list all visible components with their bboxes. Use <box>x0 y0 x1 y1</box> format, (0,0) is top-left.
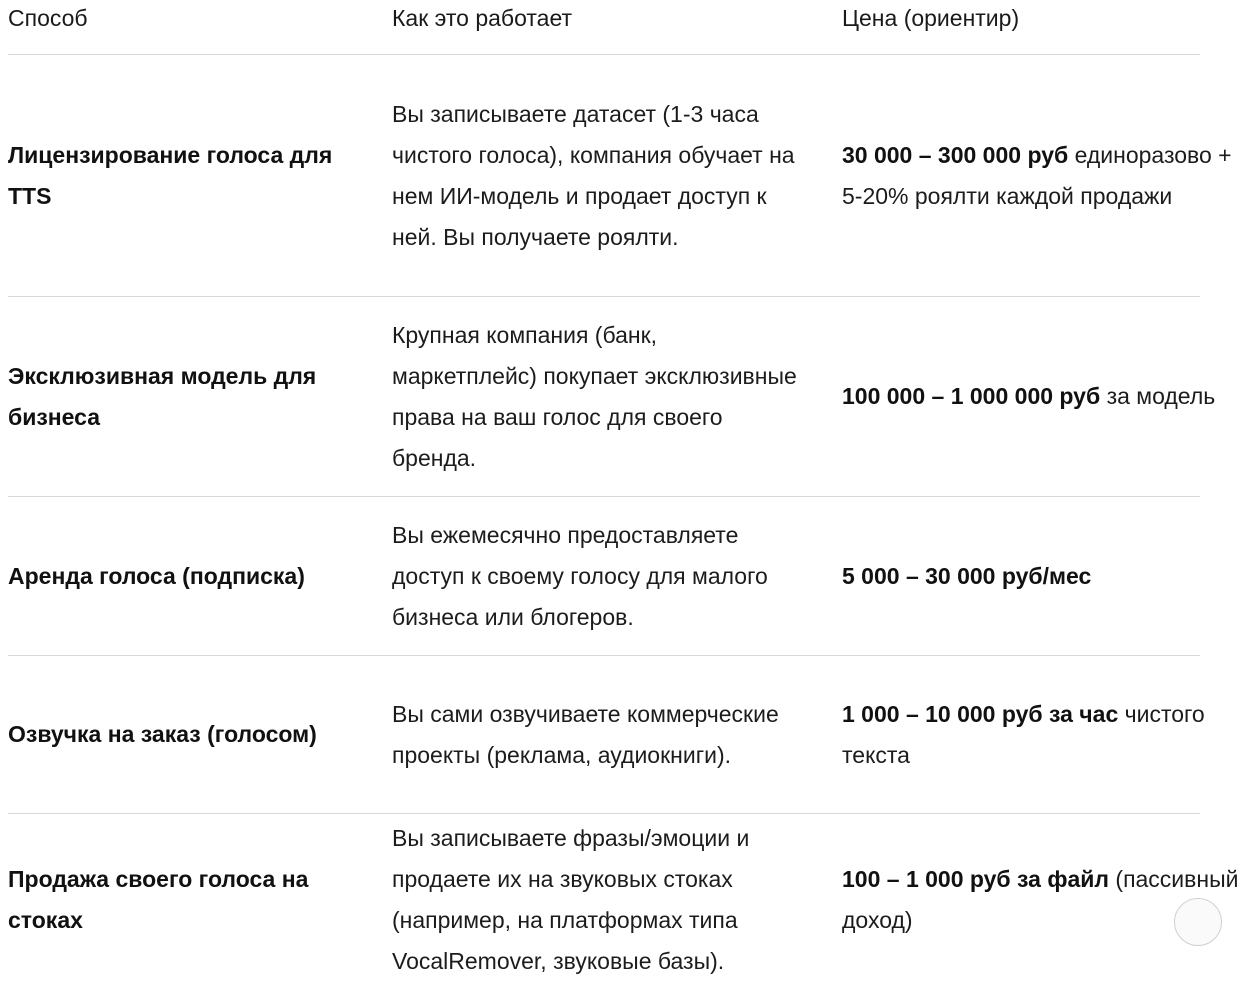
table-header-row <box>8 0 1200 55</box>
method-cell: Продажа своего голоса на стоках <box>8 866 309 933</box>
how-cell: Вы записываете фразы/эмоции и продаете их на звуковых стоках (например, на платформах типа VocalRemover, звуковые базы). <box>392 825 750 974</box>
how-cell: Крупная компания (банк, маркетплейс) покупает эксклюзивные права на ваш голос для своего бренда. <box>392 321 797 471</box>
price-amount: 100 – 1 000 руб за файл <box>842 866 1110 892</box>
price-cell <box>842 135 1242 217</box>
price-note: единоразово + 5-20% роялти каждой продажи <box>842 141 1232 209</box>
price-note: чистого текста <box>842 700 1205 768</box>
price-amount: 1 000 – 10 000 руб за час <box>842 700 1119 727</box>
header-method: Способ <box>8 5 88 31</box>
how-cell: Вы записываете датасет (1-3 часа чистого голоса), компания обучает на нем ИИ-модель и продает доступ к ней. Вы получаете роялти. <box>392 100 795 250</box>
price-cell <box>842 694 1242 776</box>
scroll-to-bottom-button[interactable] <box>1174 898 1222 946</box>
table-row <box>8 814 1239 990</box>
price-note: (пассивный доход) <box>842 866 1239 933</box>
method-cell: Лицензирование голоса для TTS <box>8 141 333 209</box>
how-cell: Вы ежемесячно предоставляете доступ к своему голосу для малого бизнеса или блогеров. <box>392 521 768 630</box>
header-how-it-works: Как это работает <box>392 5 573 31</box>
price-amount: 5 000 – 30 000 руб/мес <box>842 562 1092 589</box>
price-note: за модель <box>1106 383 1216 409</box>
table-row <box>8 656 1205 814</box>
table-row <box>8 497 1200 656</box>
price-amount: 30 000 – 300 000 руб <box>842 141 1069 168</box>
price-amount: 100 000 – 1 000 000 руб <box>842 383 1101 409</box>
table-row <box>8 55 1232 297</box>
method-cell: Озвучка на заказ (голосом) <box>8 721 317 747</box>
table-row <box>8 297 1216 497</box>
price-cell <box>842 376 1242 417</box>
method-cell: Эксклюзивная модель для бизнеса <box>8 362 317 430</box>
how-cell: Вы сами озвучиваете коммерческие проекты (реклама, аудиокниги). <box>392 700 779 768</box>
pricing-table <box>8 0 1239 990</box>
price-cell <box>842 556 1242 597</box>
method-cell: Аренда голоса (подписка) <box>8 562 305 589</box>
header-price: Цена (ориентир) <box>842 5 1020 31</box>
